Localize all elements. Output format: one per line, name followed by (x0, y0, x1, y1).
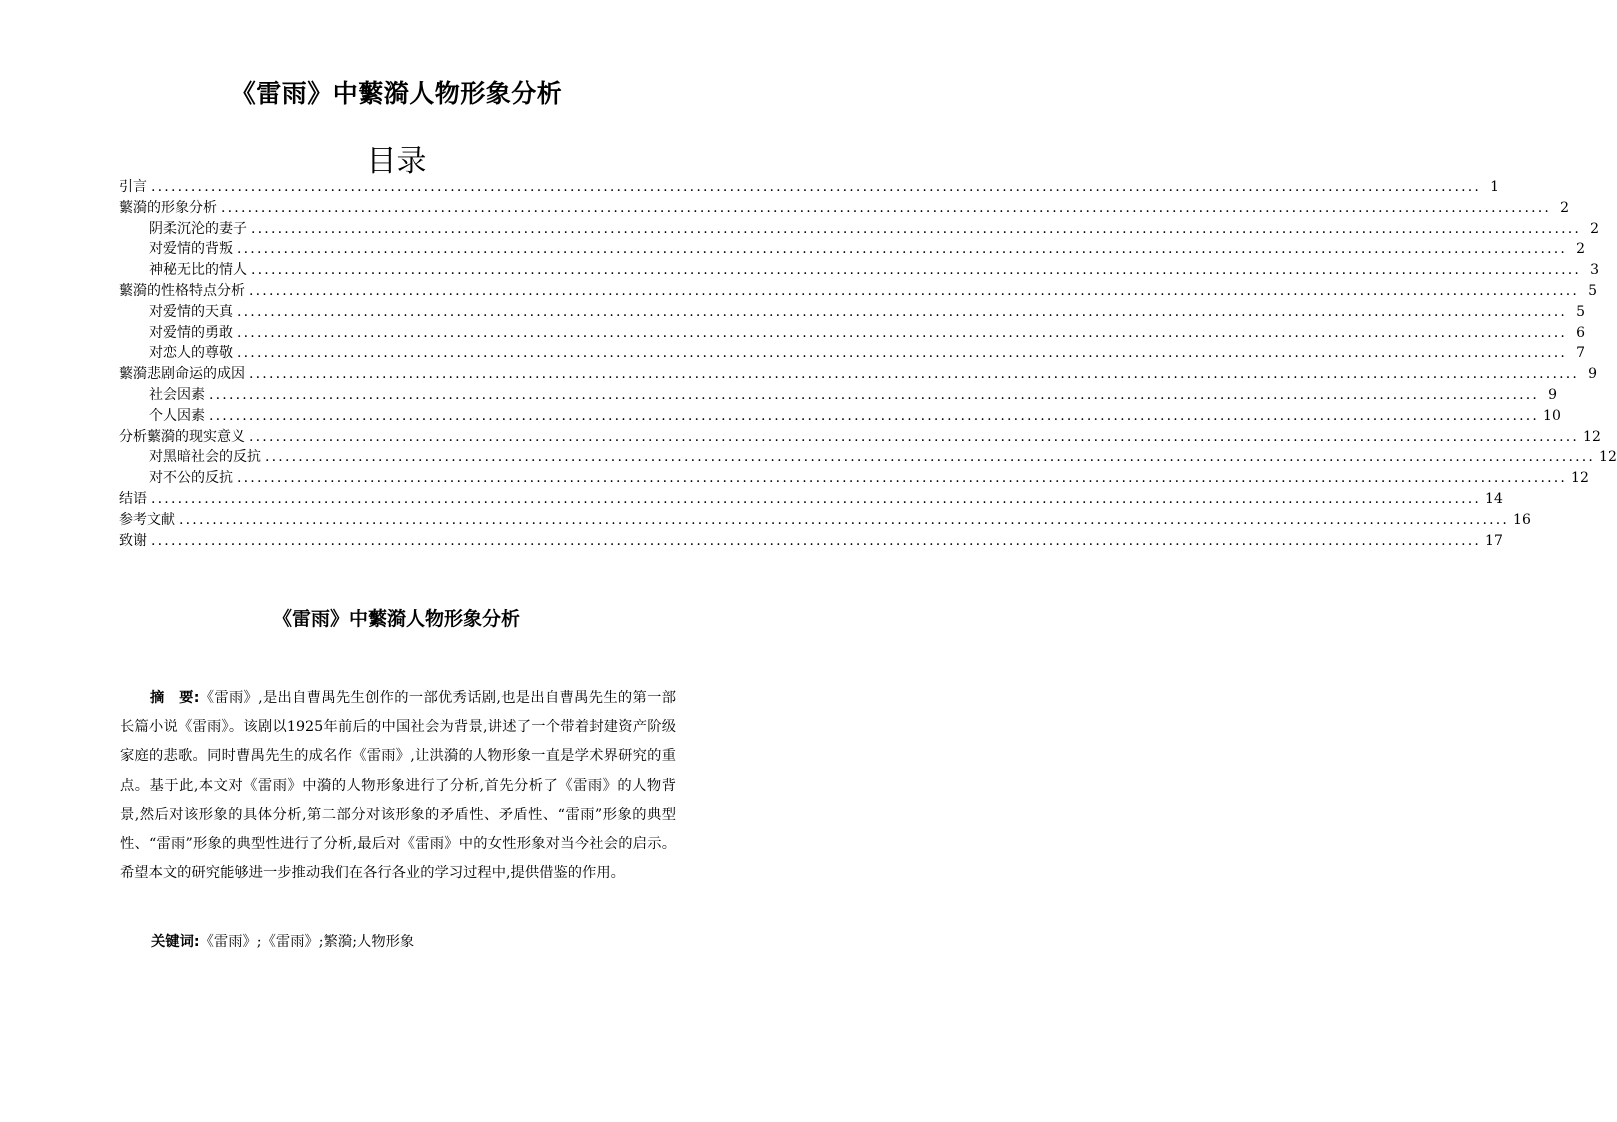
toc-entry-page: 5 (1588, 282, 1598, 299)
toc-entry[interactable] (119, 260, 1600, 281)
toc-leader-dots: ........................................................................................................................................................................................................ (249, 428, 1580, 445)
toc-leader-dots: ........................................................................................................................................................................................................ (237, 303, 1568, 320)
document-title: 《雷雨》中蘩漪人物形象分析 (230, 79, 563, 108)
keywords-label: 关键词: (151, 934, 200, 950)
toc-leader-dots: ........................................................................................................................................................................................................ (237, 470, 1568, 487)
toc-entry[interactable] (119, 447, 1617, 468)
toc-entry-page: 2 (1576, 241, 1586, 258)
toc-entry-page: 10 (1543, 407, 1561, 424)
toc-entry[interactable] (119, 468, 1589, 489)
toc-entry-label: 对不公的反抗 (149, 470, 233, 487)
toc-leader-dots: ........................................................................................................................................................................................................ (251, 262, 1582, 279)
toc-leader-dots: ........................................................................................................................................................................................................ (209, 386, 1540, 403)
toc-entry[interactable] (119, 343, 1586, 364)
toc-entry-page: 9 (1588, 366, 1598, 383)
toc-entry-label: 结语 (119, 490, 147, 507)
toc-entry-page: 2 (1560, 199, 1570, 216)
toc-leader-dots: ........................................................................................................................................................................................................ (151, 532, 1482, 549)
toc-leader-dots: ........................................................................................................................................................................................................ (237, 241, 1568, 258)
toc-entry-label: 蘩漪的形象分析 (119, 199, 217, 216)
toc-entry-page: 3 (1590, 262, 1600, 279)
toc-leader-dots: ........................................................................................................................................................................................................ (251, 220, 1582, 237)
toc-entry[interactable] (119, 239, 1586, 260)
toc-leader-dots: ........................................................................................................................................................................................................ (151, 179, 1482, 195)
toc-entry-page: 7 (1576, 345, 1586, 362)
toc-entry-label: 个人因素 (149, 407, 205, 424)
toc-entry-page: 9 (1548, 386, 1558, 403)
toc-entry-page: 12 (1583, 428, 1601, 445)
toc-entry-label: 引言 (119, 179, 147, 195)
toc-entry[interactable] (119, 489, 1503, 510)
section-title: 《雷雨》中蘩漪人物形象分析 (272, 608, 520, 630)
abstract-text: 《雷雨》,是出自曹禺先生创作的一部优秀话剧,也是出自曹禺先生的第一部长篇小说《雷雨》。该剧以1925年前后的中国社会为背景,讲述了一个带着封建资产阶级家庭的悲歌。同时曹禺先生的成名作《雷雨》,让洪漪的人物形象一直是学术界研究的重点。基于此,本文对《雷雨》中漪的人物形象进行了分析,首先分析了《雷雨》的人物背景,然后对该形象的具体分析,第二部分对该形象的矛盾性、矛盾性、“雷雨”形象的典型性、“雷雨”形象的典型性进行了分析,最后对《雷雨》中的女性形象对当今社会的启示。希望本文的研究能够进一步推动我们在各行各业的学习过程中,提供借鉴的作用。 (120, 690, 676, 882)
toc-entry[interactable] (119, 323, 1586, 344)
toc-entry-label: 社会因素 (149, 386, 205, 403)
toc-entry[interactable] (119, 385, 1558, 406)
toc-entry-label: 参考文献 (119, 511, 175, 528)
toc-leader-dots: ........................................................................................................................................................................................................ (237, 324, 1568, 341)
abstract-paragraph (120, 684, 676, 888)
toc-entry-page: 16 (1513, 511, 1531, 528)
toc-entry-label: 蘩漪的性格特点分析 (119, 282, 245, 299)
toc-entry-page: 6 (1576, 324, 1586, 341)
toc-entry-label: 对爱情的背叛 (149, 241, 233, 258)
toc-entry-label: 对爱情的勇敢 (149, 324, 233, 341)
toc-entry[interactable] (119, 510, 1531, 531)
toc-leader-dots: ........................................................................................................................................................................................................ (249, 282, 1580, 299)
toc-leader-dots: ........................................................................................................................................................................................................ (209, 407, 1540, 424)
toc-leader-dots: ........................................................................................................................................................................................................ (265, 449, 1596, 466)
toc-leader-dots: ........................................................................................................................................................................................................ (237, 345, 1568, 362)
toc-entry-label: 神秘无比的情人 (149, 262, 247, 279)
toc-entry[interactable] (119, 219, 1600, 240)
toc-entry[interactable] (119, 364, 1598, 385)
toc-entry[interactable] (119, 531, 1503, 552)
toc-entry[interactable] (119, 302, 1586, 323)
toc-entry[interactable] (119, 406, 1561, 427)
toc-entry-page: 14 (1485, 490, 1503, 507)
toc-entry-label: 蘩漪悲剧命运的成因 (119, 366, 245, 383)
toc-entry-label: 对爱情的天真 (149, 303, 233, 320)
abstract-label: 摘 要: (150, 690, 200, 706)
keywords-text: 《雷雨》;《雷雨》;繁漪;人物形象 (199, 934, 415, 950)
toc-leader-dots: ........................................................................................................................................................................................................ (179, 511, 1510, 528)
toc-entry-page: 17 (1485, 532, 1503, 549)
keywords-line (151, 928, 676, 956)
toc-entry[interactable] (119, 177, 1500, 198)
toc-entry[interactable] (119, 198, 1570, 219)
toc-entry[interactable] (119, 427, 1601, 448)
toc-entry-label: 对恋人的尊敬 (149, 345, 233, 362)
toc-entry-page: 2 (1590, 220, 1600, 237)
toc-entry-label: 对黑暗社会的反抗 (149, 449, 261, 466)
toc-entry-page: 1 (1490, 179, 1500, 195)
toc-leader-dots: ........................................................................................................................................................................................................ (221, 199, 1552, 216)
toc-entry-page: 5 (1576, 303, 1586, 320)
toc-entry-label: 分析蘩漪的现实意义 (119, 428, 245, 445)
table-of-contents (119, 177, 1617, 551)
toc-heading: 目录 (366, 144, 427, 179)
toc-entry[interactable] (119, 281, 1598, 302)
toc-entry-label: 致谢 (119, 532, 147, 549)
toc-leader-dots: ........................................................................................................................................................................................................ (151, 490, 1482, 507)
toc-leader-dots: ........................................................................................................................................................................................................ (249, 366, 1580, 383)
toc-entry-page: 12 (1599, 449, 1617, 466)
toc-entry-page: 12 (1571, 470, 1589, 487)
toc-entry-label: 阴柔沉沦的妻子 (149, 220, 247, 237)
